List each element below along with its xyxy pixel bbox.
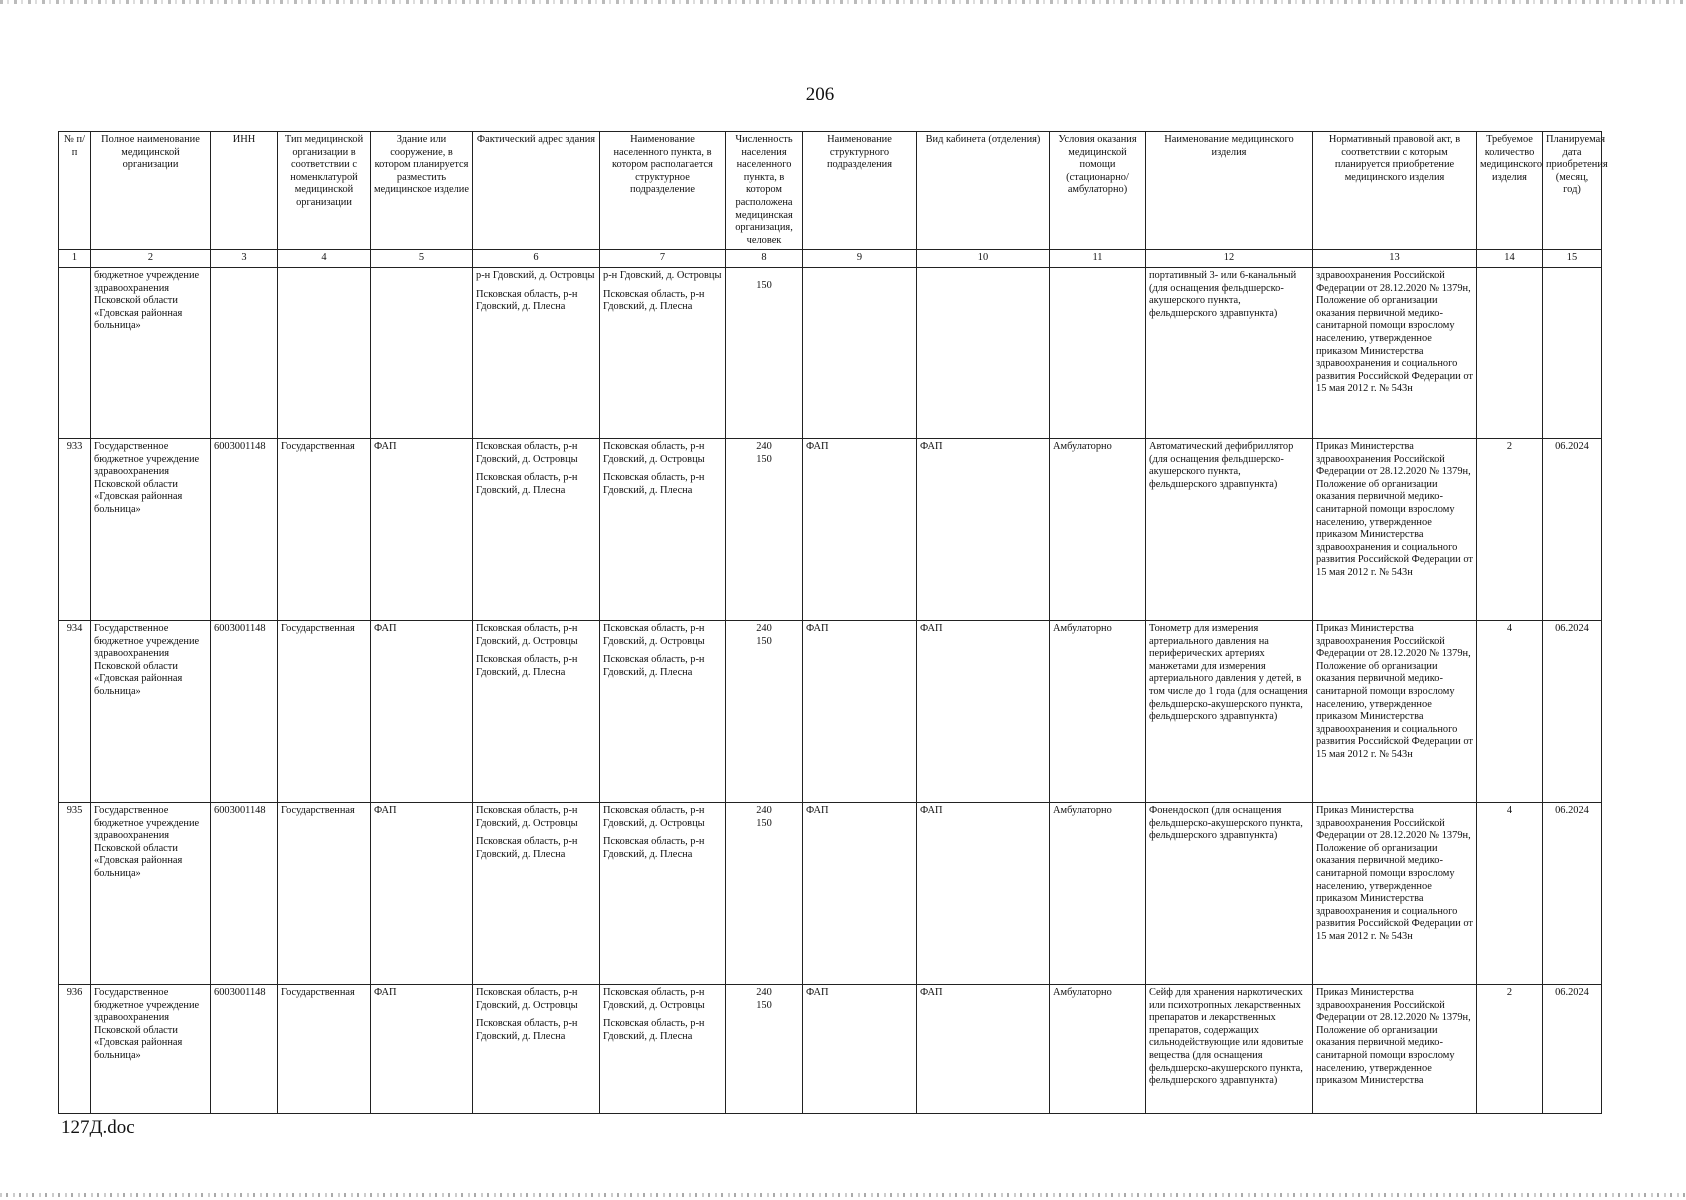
row-number-cell: 935 <box>59 802 91 984</box>
settlement-line: Псковская область, р-н Гдовский, д. Плесна <box>603 1018 705 1042</box>
unit-cell: ФАП <box>803 984 917 1113</box>
col-number: 10 <box>917 250 1050 268</box>
building-cell: ФАП <box>371 802 473 984</box>
population-value: 150 <box>756 279 772 291</box>
col-header: Требуемое количество медицинского изделия <box>1477 132 1543 250</box>
date-cell: 06.2024 <box>1543 620 1602 802</box>
address-line: Псковская область, р-н Гдовский, д. Плесна <box>476 1018 578 1042</box>
legal-act-cell: Приказ Министерства здравоохранения Российской Федерации от 28.12.2020 № 1379н, Положение об организации оказания первичной медико-санитарной помощи взрослому населению, утвержденное приказом Министерства <box>1313 984 1477 1113</box>
unit-cell: ФАП <box>803 438 917 620</box>
address-cell <box>473 438 600 620</box>
date-cell <box>1543 267 1602 438</box>
address-line: Псковская область, р-н Гдовский, д. Плесна <box>476 288 578 313</box>
legal-act-cell: Приказ Министерства здравоохранения Российской Федерации от 28.12.2020 № 1379н, Положение об организации оказания первичной медико-санитарной помощи взрослому населению, утвержденное приказом Министерства здравоохранения и социального развития Российской Федерации от 15 мая 2012 г. № 543н <box>1313 620 1477 802</box>
column-number-row <box>59 250 1602 268</box>
settlement-line: Псковская область, р-н Гдовский, д. Плесна <box>603 288 705 313</box>
legal-act-cell: Приказ Министерства здравоохранения Российской Федерации от 28.12.2020 № 1379н, Положение об организации оказания первичной медико-санитарной помощи взрослому населению, утвержденное приказом Министерства здравоохранения и социального развития Российской Федерации от 15 мая 2012 г. № 543н <box>1313 438 1477 620</box>
col-number: 3 <box>211 250 278 268</box>
col-header: ИНН <box>211 132 278 250</box>
settlement-line: Псковская область, р-н Гдовский, д. Плесна <box>603 654 705 678</box>
col-number: 11 <box>1050 250 1146 268</box>
quantity-cell: 4 <box>1477 620 1543 802</box>
population-value: 150 <box>756 817 772 829</box>
cabinet-cell: ФАП <box>917 984 1050 1113</box>
continuation-row <box>59 267 1602 438</box>
row-number-cell <box>59 267 91 438</box>
col-header: Тип медицинской организации в соответствии с номенклатурой медицинской организации <box>278 132 371 250</box>
building-cell: ФАП <box>371 620 473 802</box>
population-cell <box>726 267 803 438</box>
address-cell <box>473 267 600 438</box>
col-number: 12 <box>1146 250 1313 268</box>
settlement-cell <box>600 267 726 438</box>
device-table <box>58 131 1608 1114</box>
unit-cell <box>803 267 917 438</box>
conditions-cell: Амбулаторно <box>1050 620 1146 802</box>
legal-act-cell: здравоохранения Российской Федерации от 28.12.2020 № 1379н, Положение об организации оказания первичной медико-санитарной помощи взрослому населению, утвержденное приказом Министерства здравоохранения и социального развития Российской Федерации от 15 мая 2012 г. № 543н <box>1313 267 1477 438</box>
address-cell <box>473 620 600 802</box>
address-line: Псковская область, р-н Гдовский, д. Островцы <box>476 986 578 1011</box>
col-number: 2 <box>91 250 211 268</box>
settlement-cell <box>600 620 726 802</box>
footer-filename: 127Д.doc <box>61 1117 135 1138</box>
address-line: Псковская область, р-н Гдовский, д. Островцы <box>476 622 578 647</box>
conditions-cell: Амбулаторно <box>1050 802 1146 984</box>
unit-cell: ФАП <box>803 620 917 802</box>
population-value: 240 <box>756 440 772 452</box>
address-cell <box>473 802 600 984</box>
col-header: Наименование медицинского изделия <box>1146 132 1313 250</box>
address-line: Псковская область, р-н Гдовский, д. Плесна <box>476 472 578 496</box>
population-value: 150 <box>756 453 772 465</box>
inn-cell: 6003001148 <box>211 984 278 1113</box>
col-number: 15 <box>1543 250 1602 268</box>
col-number: 14 <box>1477 250 1543 268</box>
address-line: Псковская область, р-н Гдовский, д. Плесна <box>476 836 578 860</box>
date-cell: 06.2024 <box>1543 438 1602 620</box>
org-name-cell: Государственное бюджетное учреждение здравоохранения Псковской области «Гдовская районная больница» <box>91 802 211 984</box>
population-value: 240 <box>756 986 772 998</box>
col-header: Наименование населенного пункта, в котором располагается структурное подразделение <box>600 132 726 250</box>
table-row <box>59 620 1602 802</box>
quantity-cell <box>1477 267 1543 438</box>
settlement-line: Псковская область, р-н Гдовский, д. Плесна <box>603 472 705 496</box>
cabinet-cell: ФАП <box>917 620 1050 802</box>
cabinet-cell: ФАП <box>917 802 1050 984</box>
population-cell <box>726 984 803 1113</box>
col-header: Вид кабинета (отделения) <box>917 132 1050 250</box>
settlement-line: Псковская область, р-н Гдовский, д. Островцы <box>603 440 705 465</box>
building-cell: ФАП <box>371 984 473 1113</box>
quantity-cell: 2 <box>1477 984 1543 1113</box>
org-type-cell: Государственная <box>278 802 371 984</box>
table-row <box>59 984 1602 1113</box>
settlement-line: Псковская область, р-н Гдовский, д. Островцы <box>603 986 705 1011</box>
col-header: Численность населения населенного пункта, в котором расположена медицинская организация, человек <box>726 132 803 250</box>
device-cell: Сейф для хранения наркотических или психотропных лекарственных препаратов и лекарственных препаратов, содержащих сильнодействующие или ядовитые вещества (для оснащения фельдшерско-акушерского пункта, фельдшерского здравпункта) <box>1146 984 1313 1113</box>
col-header: Планируемая дата приобретения (месяц, год) <box>1543 132 1602 250</box>
org-type-cell <box>278 267 371 438</box>
scan-edge-bottom <box>0 1193 1686 1197</box>
device-cell: Автоматический дефибриллятор (для оснащения фельдшерско-акушерского пункта, фельдшерского здравпункта) <box>1146 438 1313 620</box>
header-row <box>59 132 1602 250</box>
cabinet-cell <box>917 267 1050 438</box>
settlement-line: Псковская область, р-н Гдовский, д. Плесна <box>603 836 705 860</box>
building-cell: ФАП <box>371 438 473 620</box>
org-name-cell: Государственное бюджетное учреждение здравоохранения Псковской области «Гдовская районная больница» <box>91 438 211 620</box>
settlement-cell <box>600 802 726 984</box>
device-cell: Фонендоскоп (для оснащения фельдшерско-акушерского пункта, фельдшерского здравпункта) <box>1146 802 1313 984</box>
table-row <box>59 438 1602 620</box>
col-number: 9 <box>803 250 917 268</box>
address-line: Псковская область, р-н Гдовский, д. Плесна <box>476 654 578 678</box>
population-value: 150 <box>756 635 772 647</box>
inn-cell: 6003001148 <box>211 438 278 620</box>
device-cell: Тонометр для измерения артериального давления на периферических артериях манжетами для измерения артериального давления у детей, в том числе до 1 года (для оснащения фельдшерско-акушерского пункта, фельдшерского здравпункта) <box>1146 620 1313 802</box>
col-number: 4 <box>278 250 371 268</box>
conditions-cell: Амбулаторно <box>1050 984 1146 1113</box>
scan-edge-top <box>0 0 1686 4</box>
row-number-cell: 933 <box>59 438 91 620</box>
address-line: Псковская область, р-н Гдовский, д. Островцы <box>476 440 578 465</box>
org-name-cell: бюджетное учреждение здравоохранения Псковской области «Гдовская районная больница» <box>91 267 211 438</box>
address-line: р-н Гдовский, д. Островцы <box>476 269 595 281</box>
table-row <box>59 802 1602 984</box>
col-header: Нормативный правовой акт, в соответствии с которым планируется приобретение медицинского изделия <box>1313 132 1477 250</box>
col-header: Наименование структурного подразделения <box>803 132 917 250</box>
settlement-cell <box>600 984 726 1113</box>
settlement-line: Псковская область, р-н Гдовский, д. Островцы <box>603 804 705 829</box>
col-header: Полное наименование медицинской организации <box>91 132 211 250</box>
org-type-cell: Государственная <box>278 984 371 1113</box>
settlement-line: р-н Гдовский, д. Островцы <box>603 269 722 281</box>
date-cell: 06.2024 <box>1543 984 1602 1113</box>
population-cell <box>726 620 803 802</box>
org-name-cell: Государственное бюджетное учреждение здравоохранения Псковской области «Гдовская районная больница» <box>91 984 211 1113</box>
col-header: Здание или сооружение, в котором планируется разместить медицинское изделие <box>371 132 473 250</box>
col-header: Условия оказания медицинской помощи (стационарно/ амбулаторно) <box>1050 132 1146 250</box>
org-type-cell: Государственная <box>278 620 371 802</box>
cabinet-cell: ФАП <box>917 438 1050 620</box>
population-value: 240 <box>756 622 772 634</box>
population-cell <box>726 802 803 984</box>
settlement-line: Псковская область, р-н Гдовский, д. Островцы <box>603 622 705 647</box>
device-cell: портативный 3- или 6-канальный (для оснащения фельдшерско-акушерского пункта, фельдшерского здравпункта) <box>1146 267 1313 438</box>
building-cell <box>371 267 473 438</box>
population-value: 240 <box>756 804 772 816</box>
col-number: 1 <box>59 250 91 268</box>
address-line: Псковская область, р-н Гдовский, д. Островцы <box>476 804 578 829</box>
row-number-cell: 936 <box>59 984 91 1113</box>
col-number: 6 <box>473 250 600 268</box>
col-number: 13 <box>1313 250 1477 268</box>
inn-cell: 6003001148 <box>211 620 278 802</box>
page-number: 206 <box>805 84 835 105</box>
conditions-cell: Амбулаторно <box>1050 438 1146 620</box>
population-value: 150 <box>756 999 772 1011</box>
legal-act-cell: Приказ Министерства здравоохранения Российской Федерации от 28.12.2020 № 1379н, Положение об организации оказания первичной медико-санитарной помощи взрослому населению, утвержденное приказом Министерства здравоохранения и социального развития Российской Федерации от 15 мая 2012 г. № 543н <box>1313 802 1477 984</box>
conditions-cell <box>1050 267 1146 438</box>
col-number: 7 <box>600 250 726 268</box>
unit-cell: ФАП <box>803 802 917 984</box>
inn-cell: 6003001148 <box>211 802 278 984</box>
col-header: № п/п <box>59 132 91 250</box>
address-cell <box>473 984 600 1113</box>
quantity-cell: 4 <box>1477 802 1543 984</box>
settlement-cell <box>600 438 726 620</box>
org-type-cell: Государственная <box>278 438 371 620</box>
date-cell: 06.2024 <box>1543 802 1602 984</box>
org-name-cell: Государственное бюджетное учреждение здравоохранения Псковской области «Гдовская районная больница» <box>91 620 211 802</box>
col-number: 5 <box>371 250 473 268</box>
inn-cell <box>211 267 278 438</box>
col-header: Фактический адрес здания <box>473 132 600 250</box>
col-number: 8 <box>726 250 803 268</box>
row-number-cell: 934 <box>59 620 91 802</box>
quantity-cell: 2 <box>1477 438 1543 620</box>
population-cell <box>726 438 803 620</box>
